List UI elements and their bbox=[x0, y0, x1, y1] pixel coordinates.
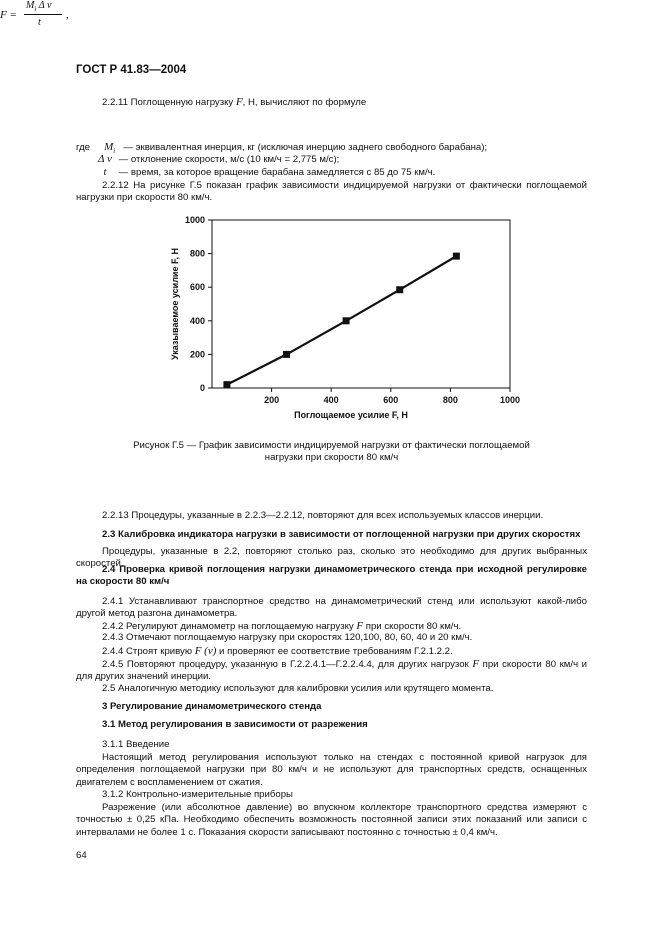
para-2-5: 2.5 Аналогичную методику используют для калибровки усилия или крутящего момента. bbox=[102, 683, 494, 694]
where-symbol: t bbox=[103, 166, 107, 178]
fraction-bar bbox=[24, 14, 62, 15]
text: при скорости 80 км/ч. bbox=[363, 621, 462, 632]
para-2-4-1: 2.4.1 Устанавливают транспортное средство на динамометрический стенд или используют какой-либо другой метод разгона динамометра. bbox=[76, 596, 587, 620]
para-3-1-1: 3.1.1 Введение bbox=[102, 739, 170, 750]
numerator-rest: Δ v bbox=[36, 0, 52, 11]
para-2-4-4 bbox=[76, 645, 587, 658]
page-number: 64 bbox=[76, 850, 87, 861]
text: и проверяют ее соответствие требованиям Г.2.1.2.2. bbox=[216, 646, 453, 657]
data-point bbox=[396, 286, 403, 293]
x-tick-label: 400 bbox=[323, 395, 339, 405]
x-tick-label: 200 bbox=[264, 395, 280, 405]
variable: F (v) bbox=[194, 645, 217, 657]
para-3-1-2: 3.1.2 Контрольно-измерительные приборы bbox=[102, 789, 293, 800]
formula-comma: , bbox=[66, 9, 69, 21]
y-tick-label: 800 bbox=[189, 248, 205, 259]
numerator-sub: i bbox=[34, 5, 37, 13]
heading-3-1: 3.1 Метод регулирования в зависимости от разрежения bbox=[102, 719, 368, 730]
y-tick-label: 200 bbox=[189, 349, 205, 360]
heading-2-4: 2.4 Проверка кривой поглощения нагрузки динамометрического стенда при исходной регулировке на скорости 80 км/ч bbox=[76, 564, 587, 588]
where-symbol: Δ v bbox=[98, 153, 112, 165]
figure-caption-line-1: Рисунок Г.5 — График зависимости индицируемой нагрузки от фактически поглощаемой bbox=[133, 440, 530, 451]
document-code: ГОСТ Р 41.83—2004 bbox=[76, 64, 187, 76]
symbol-var: M bbox=[104, 141, 114, 153]
text: , Н, вычисляют по формуле bbox=[242, 97, 367, 108]
x-tick-label: 600 bbox=[383, 395, 399, 405]
text: 2.4.2 Регулируют динамометр на поглощаемую нагрузку bbox=[102, 621, 357, 632]
para-2-2-11 bbox=[76, 96, 587, 109]
x-tick-label: 1000 bbox=[499, 395, 520, 405]
data-point bbox=[223, 381, 230, 388]
para-2-3: Процедуры, указанные в 2.2, повторяют столько раз, сколько это необходимо для других выбранных скоростей. bbox=[76, 546, 587, 570]
para-2-4-5 bbox=[76, 658, 587, 684]
heading-2-3: 2.3 Калибровка индикатора нагрузки в зависимости от поглощенной нагрузки при других скоростях bbox=[102, 529, 581, 540]
formula-lhs: F = bbox=[0, 9, 17, 21]
y-axis-label: Указываемое усилие F, Н bbox=[170, 248, 180, 360]
where-row-3 bbox=[94, 166, 435, 179]
para-2-2-13: 2.2.13 Процедуры, указанные в 2.2.3—2.2.12, повторяют для всех используемых классов инерции. bbox=[102, 510, 544, 521]
figure-caption-line-2: нагрузки при скорости 80 км/ч bbox=[264, 452, 399, 463]
series-line bbox=[227, 256, 456, 385]
para-3-1-1-body: Настоящий метод регулирования используют только на стендах с постоянной кривой нагрузок для определения поглощаемой нагрузки при 80 км/ч и не используют для транспортных средств, оснащенных двигателем с воспламенением от сжатия. bbox=[76, 752, 587, 788]
variable: F bbox=[356, 620, 364, 632]
x-tick-label: 800 bbox=[442, 395, 458, 405]
where-text: — время, за которое вращение барабана замедляется с 85 до 75 км/ч. bbox=[118, 167, 436, 178]
load-calibration-chart bbox=[160, 212, 520, 426]
numerator-var: M bbox=[26, 0, 35, 11]
data-point bbox=[283, 351, 290, 358]
text: 2.4.5 Повторяют процедуру, указанную в Г.2.2.4.1—Г.2.2.4.4, для других нагрузок bbox=[102, 659, 473, 670]
formula-denominator: t bbox=[38, 17, 41, 28]
where-row-2 bbox=[94, 153, 339, 166]
plot-frame bbox=[212, 220, 510, 388]
variable: F bbox=[235, 96, 243, 108]
para-2-2-12: 2.2.12 На рисунке Г.5 показан график зависимости индицируемой нагрузки от фактически поглощаемой нагрузки при скорости 80 км/ч. bbox=[76, 180, 587, 204]
y-tick-label: 600 bbox=[189, 282, 205, 293]
data-point bbox=[343, 317, 350, 324]
heading-3: 3 Регулирование динамометрического стенда bbox=[102, 701, 322, 712]
y-tick-label: 400 bbox=[189, 315, 205, 326]
where-lead: где bbox=[76, 142, 91, 153]
data-point bbox=[453, 253, 460, 260]
y-tick-label: 1000 bbox=[184, 215, 205, 225]
text: 2.4.4 Строят кривую bbox=[102, 646, 195, 657]
x-axis-label: Поглощаемое усилие F, Н bbox=[294, 410, 408, 420]
symbol-sub: i bbox=[113, 147, 116, 156]
para-3-1-2-body: Разрежение (или абсолютное давление) во впускном коллекторе транспортного средства измеряют с точностью ± 0,25 кПа. Необходимо обеспечить возможность постоянной записи этих показаний или записи с интервалами не более 1 с. Показания скорости записывают постоянно с точностью ± 0,4 км/ч. bbox=[76, 802, 587, 838]
para-2-4-3: 2.4.3 Отмечают поглощаемую нагрузку при скоростях 120,100, 80, 60, 40 и 20 км/ч. bbox=[102, 632, 473, 643]
text: 2.2.11 Поглощенную нагрузку bbox=[102, 97, 236, 108]
y-tick-label: 0 bbox=[199, 383, 205, 393]
variable: F bbox=[472, 658, 480, 670]
where-text: — отклонение скорости, м/с (10 км/ч = 2,775 м/с); bbox=[118, 154, 340, 165]
where-text: — эквивалентная инерция, кг (исключая инерцию заднего свободного барабана); bbox=[123, 142, 488, 153]
text: при скорости 80 км/ч и для других значений инерции. bbox=[76, 659, 588, 683]
formula bbox=[0, 0, 80, 30]
